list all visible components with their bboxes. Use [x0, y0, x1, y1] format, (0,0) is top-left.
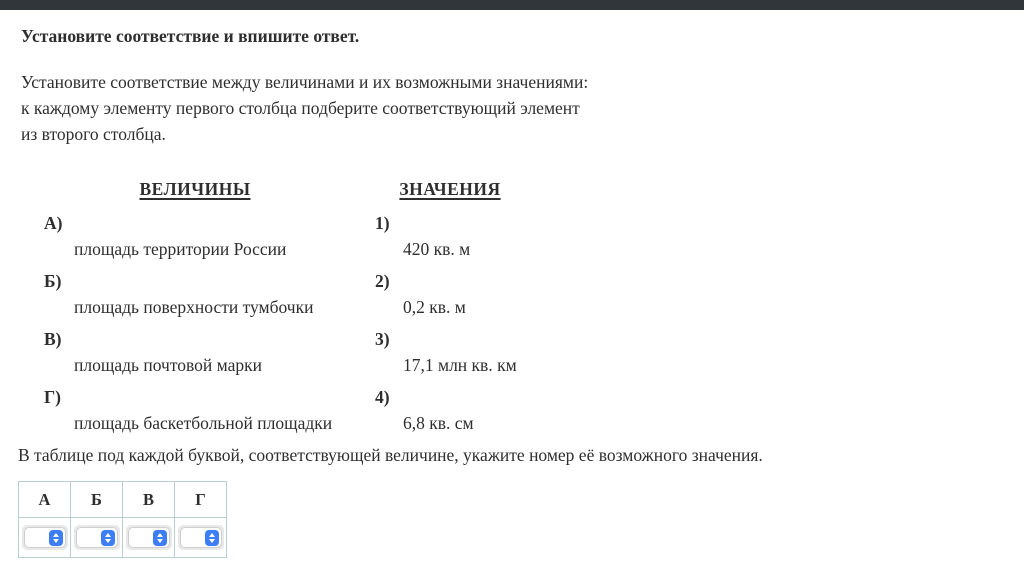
answer-input-b-wrap [74, 525, 120, 550]
stepper-down-icon[interactable] [105, 539, 111, 543]
item-letter: Г) [44, 387, 61, 407]
item-letter: А) [44, 213, 63, 233]
answer-cell-b [71, 518, 123, 558]
stepper-down-icon[interactable] [53, 539, 59, 543]
stepper-up-icon[interactable] [105, 533, 111, 537]
item-number: 2) [375, 271, 390, 291]
item-letter: В) [44, 329, 62, 349]
item-number: 1) [375, 213, 390, 233]
item-number: 4) [375, 387, 390, 407]
item-value: 6,8 кв. см [403, 413, 474, 433]
stepper-up-icon[interactable] [53, 533, 59, 537]
item-quantity: площадь поверхности тумбочки [74, 297, 314, 317]
number-stepper-icon[interactable] [101, 530, 115, 546]
task-description-line: из второго столбца. [21, 124, 166, 144]
number-stepper-icon[interactable] [205, 530, 219, 546]
top-bar [0, 0, 1024, 10]
item-value: 420 кв. м [403, 239, 471, 259]
task-description-line: к каждому элементу первого столбца подберите соответствующий элемент [21, 98, 580, 118]
answer-cell-v [123, 518, 175, 558]
answer-input-g[interactable] [180, 527, 222, 548]
stepper-up-icon[interactable] [209, 533, 215, 537]
item-number: 3) [375, 329, 390, 349]
answer-table [18, 481, 227, 558]
answer-input-v[interactable] [128, 527, 170, 548]
page-title: Установите соответствие и впишите ответ. [21, 26, 360, 46]
answer-column-b: Б [71, 482, 123, 518]
number-stepper-icon[interactable] [153, 530, 167, 546]
answer-cell-g [175, 518, 227, 558]
task-description-line: Установите соответствие между величинами и их возможными значениями: [21, 72, 589, 92]
task-description [21, 69, 588, 147]
column-header-quantities: ВЕЛИЧИНЫ [139, 179, 251, 199]
answer-instruction: В таблице под каждой буквой, соответствующей величине, укажите номер её возможного значения. [18, 445, 763, 465]
item-value: 17,1 млн кв. км [403, 355, 517, 375]
answer-input-b[interactable] [76, 527, 118, 548]
item-letter: Б) [44, 271, 62, 291]
item-quantity: площадь почтовой марки [74, 355, 262, 375]
answer-input-v-wrap [126, 525, 172, 550]
item-value: 0,2 кв. м [403, 297, 466, 317]
item-quantity: площадь баскетбольной площадки [74, 413, 333, 433]
stepper-down-icon[interactable] [209, 539, 215, 543]
column-header-values: ЗНАЧЕНИЯ [399, 179, 501, 199]
stepper-down-icon[interactable] [157, 539, 163, 543]
answer-cell-a [19, 518, 71, 558]
answer-input-g-wrap [178, 525, 224, 550]
answer-column-g: Г [175, 482, 227, 518]
answer-input-a[interactable] [24, 527, 66, 548]
answer-input-a-wrap [22, 525, 68, 550]
answer-table-input-row [19, 518, 227, 558]
stepper-up-icon[interactable] [157, 533, 163, 537]
number-stepper-icon[interactable] [49, 530, 63, 546]
answer-table-header-row [19, 482, 227, 518]
item-quantity: площадь территории России [74, 239, 287, 259]
answer-column-a: А [19, 482, 71, 518]
answer-column-v: В [123, 482, 175, 518]
